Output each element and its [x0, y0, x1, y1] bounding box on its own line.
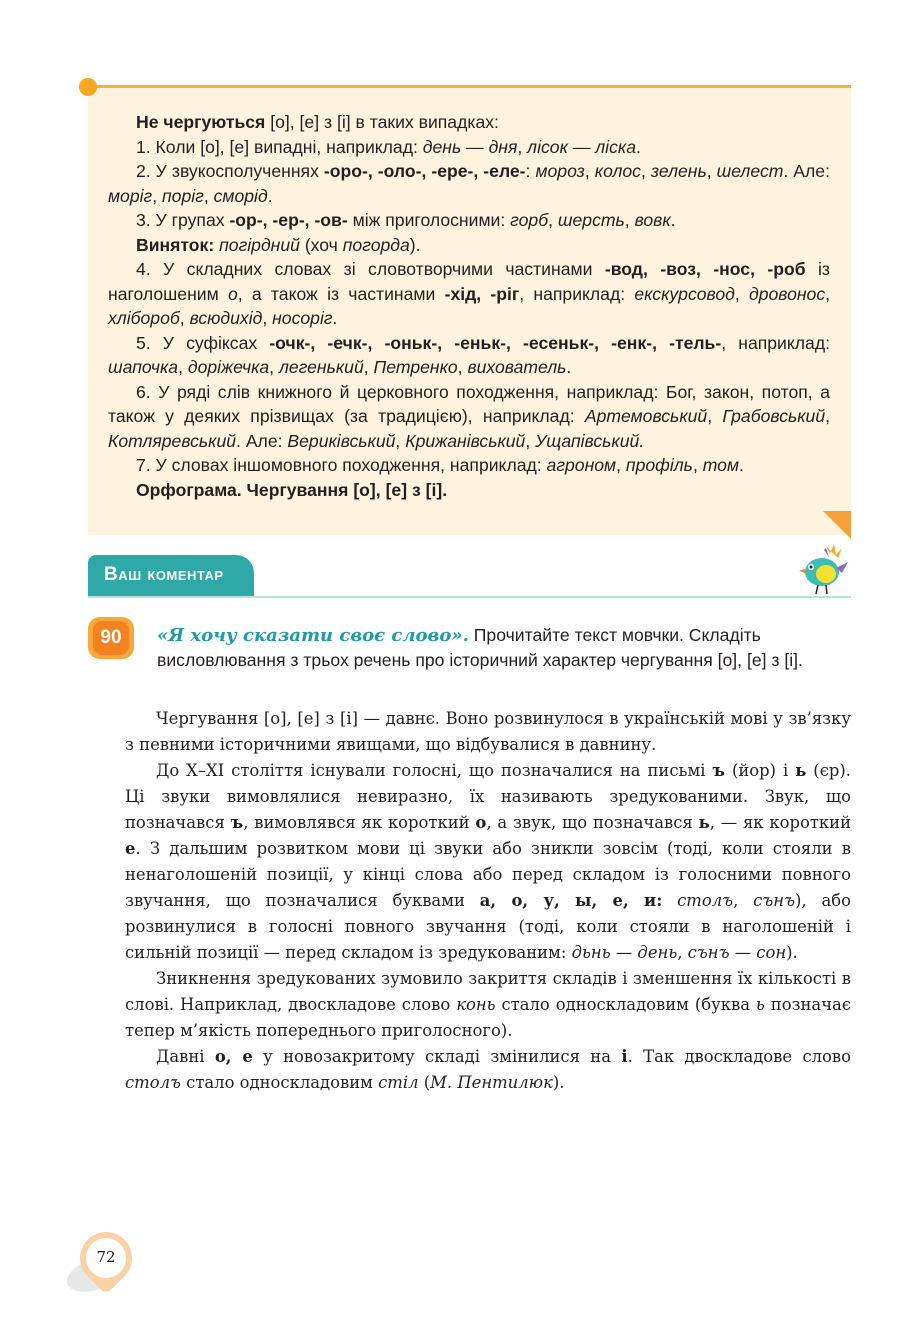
rule-text-span: 7. У словах іншомовного походження, наприклад: — [136, 455, 547, 475]
main-text-span: (йор) і — [725, 761, 796, 780]
main-text-span: позначає тепер м’якість попереднього приголосного). — [125, 995, 851, 1040]
rule-text-span: , — [640, 161, 651, 181]
rule-item-5 — [108, 331, 830, 380]
rule-item-4 — [108, 257, 830, 331]
main-paragraph-3 — [125, 966, 851, 1044]
rule-item-3 — [108, 208, 830, 233]
rule-example: носоріг — [272, 308, 333, 328]
rule-top-border — [88, 85, 851, 88]
comment-divider — [88, 596, 851, 598]
rule-example: хлібороб — [108, 308, 180, 328]
rule-example: всюдихід — [189, 308, 263, 328]
main-italic: сънъ — сон — [687, 943, 787, 962]
main-paragraph-4 — [125, 1044, 851, 1096]
rule-text-span: . — [670, 210, 676, 230]
rule-text-span: , — [584, 161, 595, 181]
main-text-span: , — як короткий — [709, 813, 851, 832]
main-text-span: Давні — [156, 1047, 215, 1066]
rule-text-span: , — [706, 161, 717, 181]
rule-example: дровонос — [748, 283, 826, 304]
rule-item-2 — [108, 159, 830, 208]
rule-example: доріжечка — [187, 357, 270, 377]
rule-text-span: , — [178, 357, 188, 377]
main-text-span: у новозакритому складі змінилися на — [252, 1047, 622, 1066]
main-text-span: , — [677, 943, 688, 962]
rule-example: Котляревський — [108, 430, 237, 451]
main-text-span: До X–XI століття існували голосні, що позначалися на письмі — [156, 761, 713, 780]
rule-bold: Виняток: — [136, 234, 215, 255]
rule-example: вовк — [634, 210, 671, 230]
main-text-span: стало односкладовим (буква — [495, 995, 756, 1014]
rule-text-span: . — [332, 308, 338, 328]
page-number: 72 — [96, 1248, 116, 1266]
rule-intro-bold: Не чергуються — [136, 112, 266, 132]
rule-text-span: , — [548, 210, 558, 230]
rule-example: погорда — [342, 234, 410, 255]
rule-text-span: 2. У звукосполученнях — [136, 161, 324, 181]
rule-example: Грабовський — [722, 406, 826, 426]
main-text-span: , вимовлявся як короткий — [243, 813, 476, 832]
rule-example: лісок — ліска — [527, 136, 636, 157]
rule-bold: -хід, -ріг — [444, 283, 520, 304]
rule-orthogram-title: Орфограма. Чергування [о], [е] з [і]. — [136, 479, 448, 500]
rule-example: шерсть — [557, 210, 625, 230]
rule-text-span: . Але: — [236, 430, 288, 451]
main-text — [125, 706, 851, 1096]
rule-example: горб — [510, 210, 549, 230]
rule-example: Ущапівський. — [535, 430, 645, 451]
rule-text-span: 6. У ряді слів книжного й церковного походження, наприклад: Бог, закон, потоп, а також у деяких прізвищах (за традицією), наприклад: — [108, 381, 830, 426]
main-italic: М. Пентилюк — [430, 1073, 553, 1092]
rule-intro-rest: [о], [е] з [і] в таких випадках: — [265, 112, 499, 132]
main-paragraph-1: Чергування [о], [е] з [і] — давнє. Воно розвинулося в українській мові у зв’язку з певними історичними явищами, що відбувалися в давнину. — [125, 709, 851, 754]
main-text-span: ). — [786, 943, 798, 962]
rule-example: Петренко — [373, 357, 458, 377]
rule-text-span: , — [517, 136, 528, 157]
rule-item-1 — [108, 135, 830, 160]
rule-exception — [108, 233, 830, 258]
rule-text-span: , — [179, 308, 190, 328]
rule-text-span: між приголосними: — [347, 210, 511, 230]
rule-example: вихователь — [467, 357, 567, 377]
main-text-span: ). — [552, 1073, 565, 1092]
rule-bold: -ор-, -ер-, -ов- — [229, 210, 348, 230]
bird-icon — [796, 540, 850, 598]
rule-bullet-dot — [79, 78, 97, 96]
main-bold: о — [475, 813, 487, 832]
exercise-title: «Я хочу сказати своє слово». — [157, 625, 469, 646]
rule-text-span: 5. У суфіксах — [136, 332, 270, 353]
main-bold: ь — [795, 761, 807, 780]
rule-example: поріг — [162, 185, 204, 206]
rule-text-span: : — [525, 161, 536, 181]
rule-example: о — [227, 283, 238, 304]
rule-example: сморід — [213, 185, 268, 206]
rule-example: Вериківський — [287, 430, 396, 451]
rule-intro — [108, 110, 830, 135]
rule-text-span: , — [269, 357, 279, 377]
rule-text-span: , наприклад: — [519, 283, 635, 304]
rule-bold: -оро-, -оло-, -ере-, -еле- — [323, 161, 526, 181]
main-text-span — [662, 891, 677, 910]
rule-text-span: . — [566, 357, 572, 377]
exercise-text — [157, 623, 851, 672]
main-italic: столъ — [125, 1073, 181, 1092]
main-bold: о, е — [214, 1047, 253, 1066]
main-bold: ъ — [230, 813, 244, 832]
rule-example: шапочка — [108, 357, 179, 377]
rule-text — [108, 110, 830, 502]
rule-text-span: ). — [409, 234, 421, 255]
rule-example: Крижанівський — [405, 430, 526, 451]
rule-text-span: , — [616, 455, 626, 475]
rule-bold: -очк-, -ечк-, -оньк-, -еньк-, -есеньк-, -енк-, -тель- — [269, 332, 722, 353]
rule-example: погірдний — [219, 234, 300, 255]
exercise-instruction: Прочитайте текст мовчки. Складіть висловлювання з трьох речень про історичний характер чергування [о], [е] з [і]. — [157, 625, 803, 670]
rule-text-span: 4. У складних словах зі словотворчими частинами — [136, 259, 605, 279]
main-bold: ъ — [712, 761, 725, 780]
main-text-span: , — [733, 891, 754, 910]
rule-example: день — дня — [422, 136, 518, 157]
rule-example: моріг — [108, 185, 153, 206]
rule-text-span: 1. Коли [о], [е] випадні, наприклад: — [136, 136, 423, 157]
main-italic: стіл — [378, 1073, 419, 1092]
rule-text-span: , — [457, 357, 468, 377]
rule-text-span: . — [635, 136, 641, 157]
main-bold: і — [621, 1047, 628, 1066]
main-italic: сънъ — [753, 891, 795, 910]
main-bold: а, о, у, ы, е, и: — [479, 891, 663, 910]
rule-text-span: , — [525, 430, 536, 451]
rule-text-span: , — [203, 185, 214, 206]
rule-example: профіль — [625, 455, 693, 475]
main-text-span: (єр). Ці звуки вимовлялися невиразно, їх називають зредукованими. Звук, що позначався — [125, 761, 851, 832]
rule-text-span: , наприклад: — [721, 332, 830, 353]
rule-text-span: . — [739, 455, 744, 475]
rule-text-span: , — [707, 406, 723, 426]
rule-example: том — [702, 455, 740, 475]
rule-example: Артемовський — [584, 406, 708, 426]
rule-text-span: . Але: — [783, 161, 830, 181]
main-text-span: . З дальшим розвитком мови ці звуки або зникли зовсім (тоді, коли стояли в ненаголошеній позиції, у кінці слова або перед складом із голосними повного звучання, що позначалися буквами — [125, 839, 851, 910]
corner-flag-icon — [823, 511, 851, 539]
rule-text-span: , — [624, 210, 635, 230]
rule-text-span: , — [825, 283, 831, 304]
main-italic: конь — [456, 995, 496, 1014]
rule-text-span: . — [267, 185, 273, 206]
main-italic: дьнь — день — [571, 943, 678, 962]
rule-item-6 — [108, 380, 830, 454]
main-text-span: Зникнення зредукованих зумовило закриття складів і зменшення їх кількості в слові. Наприклад, двоскладове слово — [125, 969, 851, 1014]
rule-text-span: , — [152, 185, 162, 206]
rule-bold: -вод, -воз, -нос, -роб — [604, 259, 806, 279]
exercise-number: 90 — [93, 621, 129, 655]
rule-example: агроном — [546, 455, 617, 475]
main-italic: ь — [755, 995, 765, 1014]
main-text-span: , а звук, що позначався — [486, 813, 699, 832]
rule-example: зелень — [650, 161, 707, 181]
rule-text-span: , — [395, 430, 406, 451]
main-text-span: ( — [418, 1073, 431, 1092]
rule-text-span: (хоч — [299, 234, 343, 255]
rule-text-span: , — [262, 308, 273, 328]
rule-text-span: , — [734, 283, 749, 304]
main-text-span: . Так двоскладове слово — [627, 1047, 852, 1066]
rule-text-span: 3. У групах — [136, 210, 230, 230]
rule-item-7 — [108, 453, 830, 478]
rule-text-span: , — [692, 455, 703, 475]
main-bold: ь — [698, 813, 710, 832]
rule-orthogram — [108, 478, 830, 503]
rule-example: мороз — [535, 161, 585, 181]
main-text-span: ), або розвинулися в голосні повного звучання (тоді, коли стояли в наголошеній і сильній позиції — перед складом із зредукованим: — [125, 891, 851, 962]
rule-text-span: , — [363, 357, 374, 377]
rule-example: екскурсовод — [634, 283, 735, 304]
rule-text-span: із наголошеним — [108, 259, 831, 304]
comment-label: Ваш коментар — [104, 564, 224, 585]
rule-text-span: , а також із частинами — [237, 283, 445, 304]
rule-example: колос — [594, 161, 641, 181]
rule-example: шелест — [716, 161, 784, 181]
main-text-span: стало односкладовим — [180, 1073, 379, 1092]
main-italic: столъ — [677, 891, 734, 910]
main-paragraph-2 — [125, 758, 851, 966]
rule-text-span: , — [825, 406, 831, 426]
rule-example: легенький — [278, 357, 364, 377]
main-bold: е — [125, 839, 136, 858]
